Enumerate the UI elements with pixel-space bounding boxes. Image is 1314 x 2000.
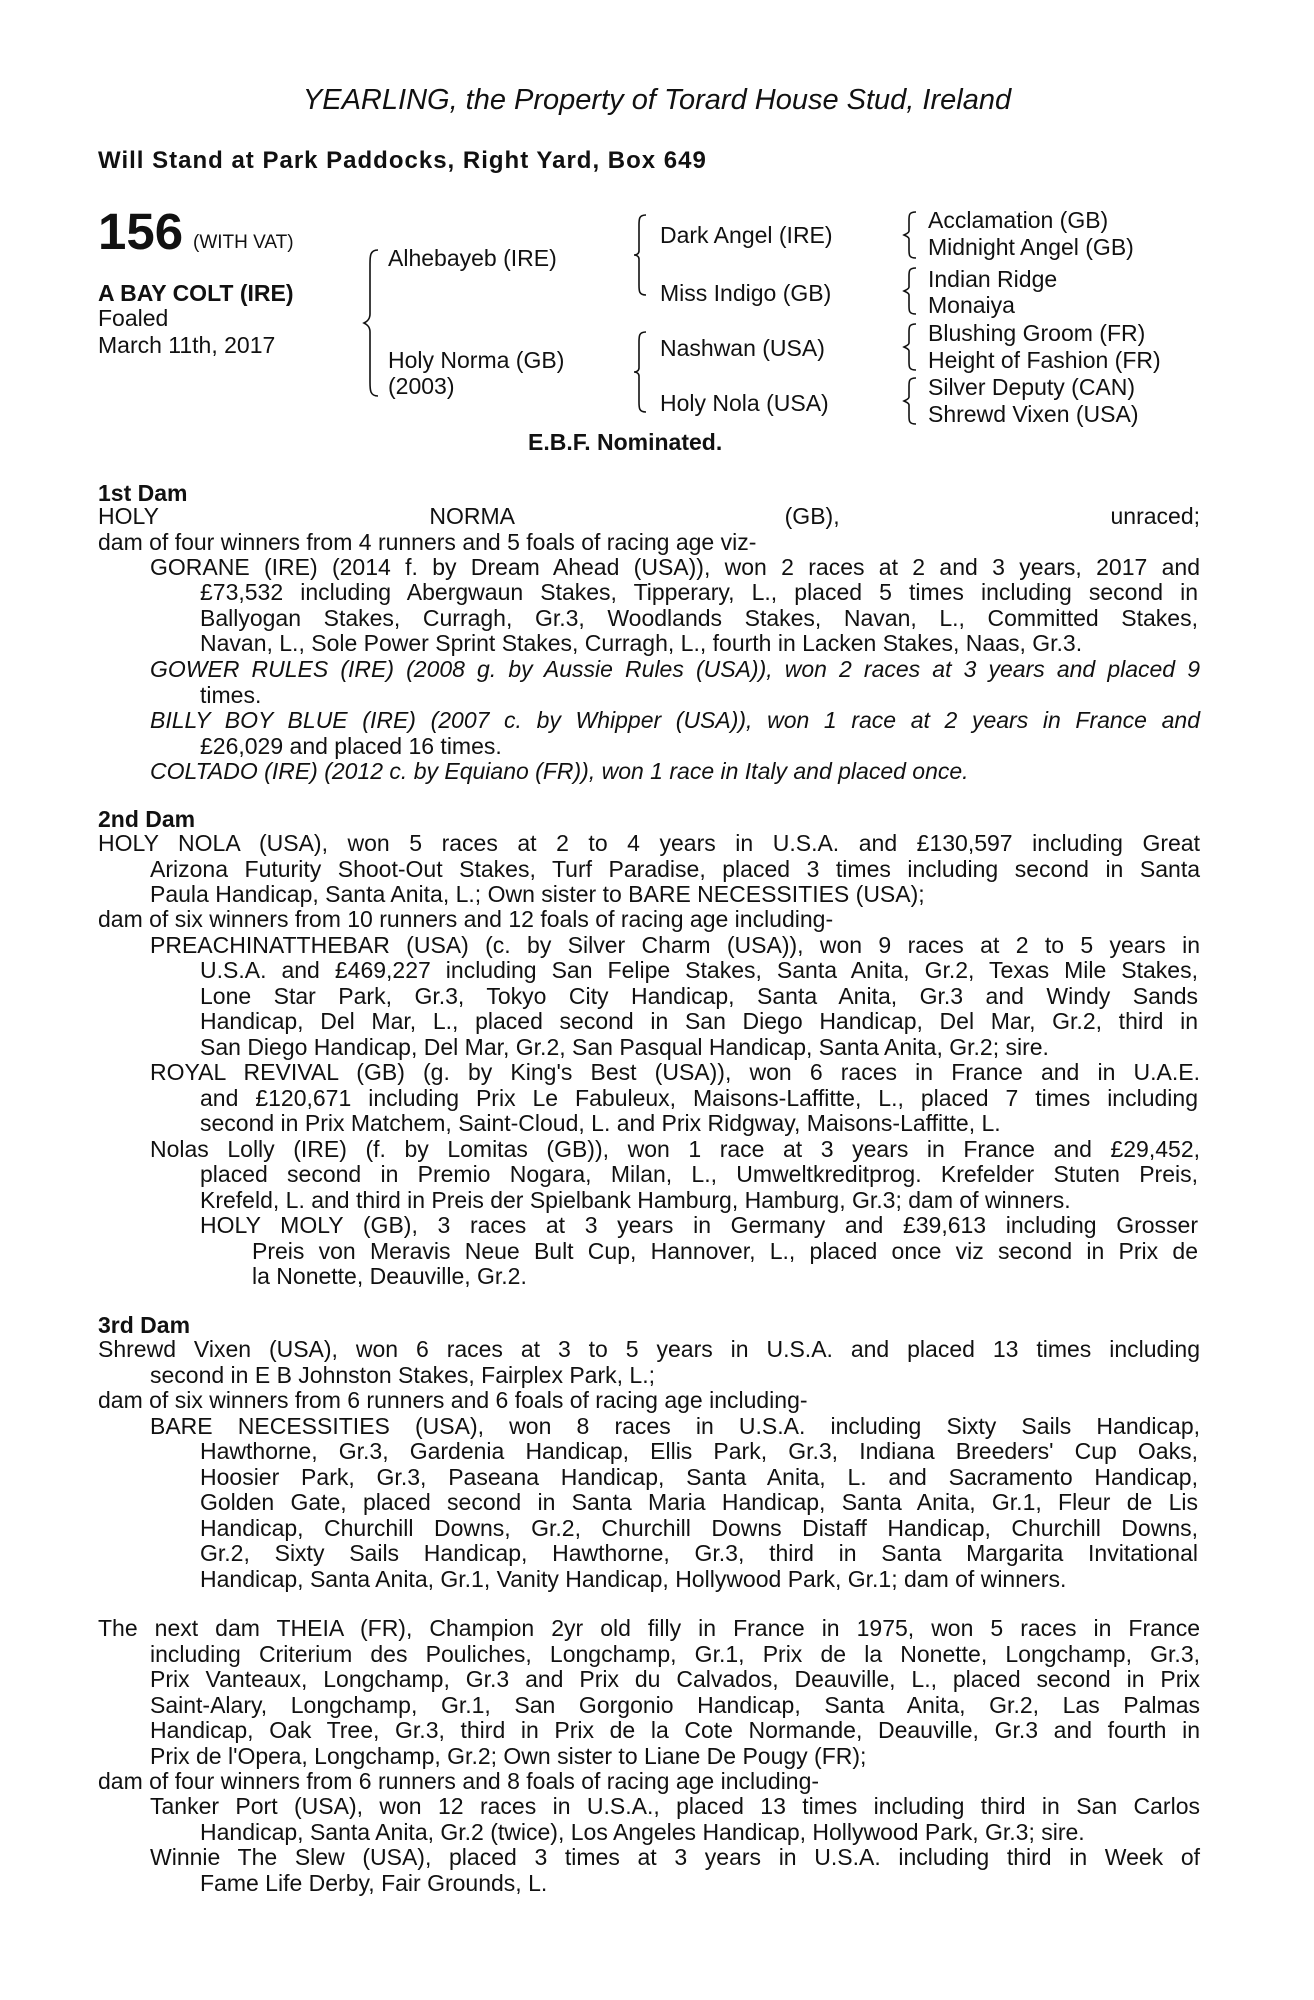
pedigree-bracket-dam xyxy=(634,330,652,414)
second-dam-line: Nolas Lolly (IRE) (f. by Lomitas (GB)), won 1 race at 3 years in France and £29,452, xyxy=(150,1136,1200,1162)
second-dam-line: U.S.A. and £469,227 including San Felipe Stakes, Santa Anita, Gr.2, Texas Mile Stakes, xyxy=(200,957,1198,983)
pedigree-g8: Shrewd Vixen (USA) xyxy=(928,401,1139,427)
first-dam-line: GOWER RULES (IRE) (2008 g. by Aussie Rules (USA)), won 2 races at 3 years and placed 9 xyxy=(150,656,1200,682)
next-dam-line: Winnie The Slew (USA), placed 3 times at 3 years in U.S.A. including third in Week of xyxy=(150,1844,1200,1870)
first-dam-line: £73,532 including Abergwaun Stakes, Tipperary, L., placed 5 times including second in xyxy=(200,579,1198,605)
pedigree-g6: Height of Fashion (FR) xyxy=(928,347,1161,373)
pedigree-g7: Silver Deputy (CAN) xyxy=(928,374,1136,400)
next-dam-line: Saint-Alary, Longchamp, Gr.1, San Gorgonio Handicap, Santa Anita, Gr.2, Las Palmas xyxy=(150,1692,1200,1718)
pedigree-bracket-main xyxy=(364,248,384,398)
pedigree-bracket-g4 xyxy=(904,376,920,426)
second-dam-line: Paula Handicap, Santa Anita, L.; Own sister to BARE NECESSITIES (USA); xyxy=(150,881,925,907)
next-dam-line: Tanker Port (USA), won 12 races in U.S.A., placed 13 times including third in San Carlos xyxy=(150,1793,1200,1819)
pedigree-dam-year: (2003) xyxy=(388,373,455,399)
next-dam-line: Handicap, Oak Tree, Gr.3, third in Prix de la Cote Normande, Deauville, Gr.3 and fourth in xyxy=(150,1717,1200,1743)
pedigree-g5: Blushing Groom (FR) xyxy=(928,320,1146,346)
second-dam-line: second in Prix Matchem, Saint-Cloud, L. and Prix Ridgway, Maisons-Laffitte, L. xyxy=(200,1110,1001,1136)
next-dam-line: Fame Life Derby, Fair Grounds, L. xyxy=(200,1870,548,1896)
first-dam-line: COLTADO (IRE) (2012 c. by Equiano (FR)), won 1 race in Italy and placed once. xyxy=(150,758,969,784)
second-dam-line: Krefeld, L. and third in Preis der Spielbank Hamburg, Hamburg, Gr.3; dam of winners. xyxy=(200,1187,1071,1213)
third-dam-line: BARE NECESSITIES (USA), won 8 races in U.S.A. including Sixty Sails Handicap, xyxy=(150,1413,1200,1439)
pedigree-g4: Monaiya xyxy=(928,292,1015,318)
next-dam-line: Prix Vanteaux, Longchamp, Gr.3 and Prix du Calvados, Deauville, L., placed second in Prix xyxy=(150,1666,1200,1692)
pedigree-sire-sire: Dark Angel (IRE) xyxy=(660,222,833,248)
lot-number: 156 xyxy=(98,203,184,260)
first-dam-line: times. xyxy=(200,682,262,708)
third-dam-line: Hoosier Park, Gr.3, Paseana Handicap, Santa Anita, L. and Sacramento Handicap, xyxy=(200,1464,1198,1490)
vat-note: (WITH VAT) xyxy=(193,232,294,253)
next-dam-line: dam of four winners from 6 runners and 8 foals of racing age including- xyxy=(98,1768,820,1794)
second-dam-line: ROYAL REVIVAL (GB) (g. by King's Best (USA)), won 6 races in France and in U.A.E. xyxy=(150,1059,1200,1085)
third-dam-line: Hawthorne, Gr.3, Gardenia Handicap, Ellis Park, Gr.3, Indiana Breeders' Cup Oaks, xyxy=(200,1438,1198,1464)
first-dam-line: Ballyogan Stakes, Curragh, Gr.3, Woodlands Stakes, Navan, L., Committed Stakes, xyxy=(200,605,1198,631)
ebf-nominated: E.B.F. Nominated. xyxy=(528,429,723,455)
second-dam-line: HOLY NOLA (USA), won 5 races at 2 to 4 years in U.S.A. and £130,597 including Great xyxy=(98,830,1200,856)
second-dam-heading: 2nd Dam xyxy=(98,806,196,832)
second-dam-line: HOLY MOLY (GB), 3 races at 3 years in Germany and £39,613 including Grosser xyxy=(200,1212,1198,1238)
next-dam-line: Handicap, Santa Anita, Gr.2 (twice), Los Angeles Handicap, Hollywood Park, Gr.3; sire. xyxy=(200,1819,1085,1845)
next-dam-line: including Criterium des Pouliches, Longchamp, Gr.1, Prix de la Nonette, Longchamp, Gr.3, xyxy=(150,1641,1200,1667)
lot-description: A BAY COLT (IRE) xyxy=(98,280,294,306)
second-dam-line: Lone Star Park, Gr.3, Tokyo City Handicap, Santa Anita, Gr.3 and Windy Sands xyxy=(200,983,1198,1009)
third-dam-line: dam of six winners from 6 runners and 6 foals of racing age including- xyxy=(98,1387,808,1413)
pedigree-sire-dam: Miss Indigo (GB) xyxy=(660,280,832,306)
second-dam-line: Arizona Futurity Shoot-Out Stakes, Turf Paradise, placed 3 times including second in Santa xyxy=(150,856,1200,882)
third-dam-line: Handicap, Churchill Downs, Gr.2, Churchill Downs Distaff Handicap, Churchill Downs, xyxy=(200,1515,1198,1541)
second-dam-line: PREACHINATTHEBAR (USA) (c. by Silver Charm (USA)), won 9 races at 2 to 5 years in xyxy=(150,932,1200,958)
pedigree-bracket-g2 xyxy=(904,266,920,316)
second-dam-line: dam of six winners from 10 runners and 12 foals of racing age including- xyxy=(98,906,834,932)
second-dam-line: San Diego Handicap, Del Mar, Gr.2, San Pasqual Handicap, Santa Anita, Gr.2; sire. xyxy=(200,1034,1049,1060)
second-dam-line: and £120,671 including Prix Le Fabuleux, Maisons-Laffitte, L., placed 7 times including xyxy=(200,1085,1198,1111)
first-dam-line: GORANE (IRE) (2014 f. by Dream Ahead (USA)), won 2 races at 2 and 3 years, 2017 and xyxy=(150,554,1200,580)
pedigree-bracket-g3 xyxy=(904,322,920,372)
pedigree-dam-sire: Nashwan (USA) xyxy=(660,335,825,361)
pedigree-g3: Indian Ridge xyxy=(928,266,1058,292)
second-dam-line: placed second in Premio Nogara, Milan, L., Umweltkreditprog. Krefelder Stuten Preis, xyxy=(200,1161,1198,1187)
foaled-date: March 11th, 2017 xyxy=(98,332,276,358)
first-dam-line: BILLY BOY BLUE (IRE) (2007 c. by Whipper (USA)), won 1 race at 2 years in France and xyxy=(150,707,1200,733)
catalogue-title: YEARLING, the Property of Torard House Stud, Ireland xyxy=(302,84,1012,116)
third-dam-line: Shrewd Vixen (USA), won 6 races at 3 to 5 years in U.S.A. and placed 13 times including xyxy=(98,1336,1200,1362)
foaled-label: Foaled xyxy=(98,305,169,331)
second-dam-line: Handicap, Del Mar, L., placed second in San Diego Handicap, Del Mar, Gr.2, third in xyxy=(200,1008,1198,1034)
third-dam-line: second in E B Johnston Stakes, Fairplex Park, L.; xyxy=(150,1362,655,1388)
pedigree-bracket-g1 xyxy=(904,210,920,260)
first-dam-line: dam of four winners from 4 runners and 5 foals of racing age viz- xyxy=(98,529,757,555)
pedigree-dam: Holy Norma (GB) xyxy=(388,347,565,373)
pedigree-bracket-sire xyxy=(634,213,652,297)
first-dam-line: Navan, L., Sole Power Sprint Stakes, Curragh, L., fourth in Lacken Stakes, Naas, Gr.3. xyxy=(200,630,1083,656)
first-dam-line: £26,029 and placed 16 times. xyxy=(200,733,502,759)
first-dam-heading: 1st Dam xyxy=(98,480,188,506)
stand-location: Will Stand at Park Paddocks, Right Yard, Box 649 xyxy=(98,147,707,174)
next-dam-line: The next dam THEIA (FR), Champion 2yr old filly in France in 1975, won 5 races in France xyxy=(98,1615,1200,1641)
second-dam-line: Preis von Meravis Neue Bult Cup, Hannover, L., placed once viz second in Prix de xyxy=(252,1238,1198,1264)
third-dam-heading: 3rd Dam xyxy=(98,1312,191,1338)
third-dam-line: Gr.2, Sixty Sails Handicap, Hawthorne, Gr.3, third in Santa Margarita Invitational xyxy=(200,1540,1198,1566)
second-dam-line: la Nonette, Deauville, Gr.2. xyxy=(252,1263,527,1289)
next-dam-line: Prix de l'Opera, Longchamp, Gr.2; Own sister to Liane De Pougy (FR); xyxy=(150,1743,867,1769)
pedigree-dam-dam: Holy Nola (USA) xyxy=(660,390,829,416)
third-dam-line: Handicap, Santa Anita, Gr.1, Vanity Handicap, Hollywood Park, Gr.1; dam of winners. xyxy=(200,1566,1067,1592)
pedigree-g2: Midnight Angel (GB) xyxy=(928,234,1134,260)
first-dam-line: HOLY NORMA (GB), unraced; xyxy=(98,503,1200,529)
third-dam-line: Golden Gate, placed second in Santa Maria Handicap, Santa Anita, Gr.1, Fleur de Lis xyxy=(200,1489,1198,1515)
pedigree-g1: Acclamation (GB) xyxy=(928,207,1109,233)
pedigree-sire: Alhebayeb (IRE) xyxy=(388,245,557,271)
